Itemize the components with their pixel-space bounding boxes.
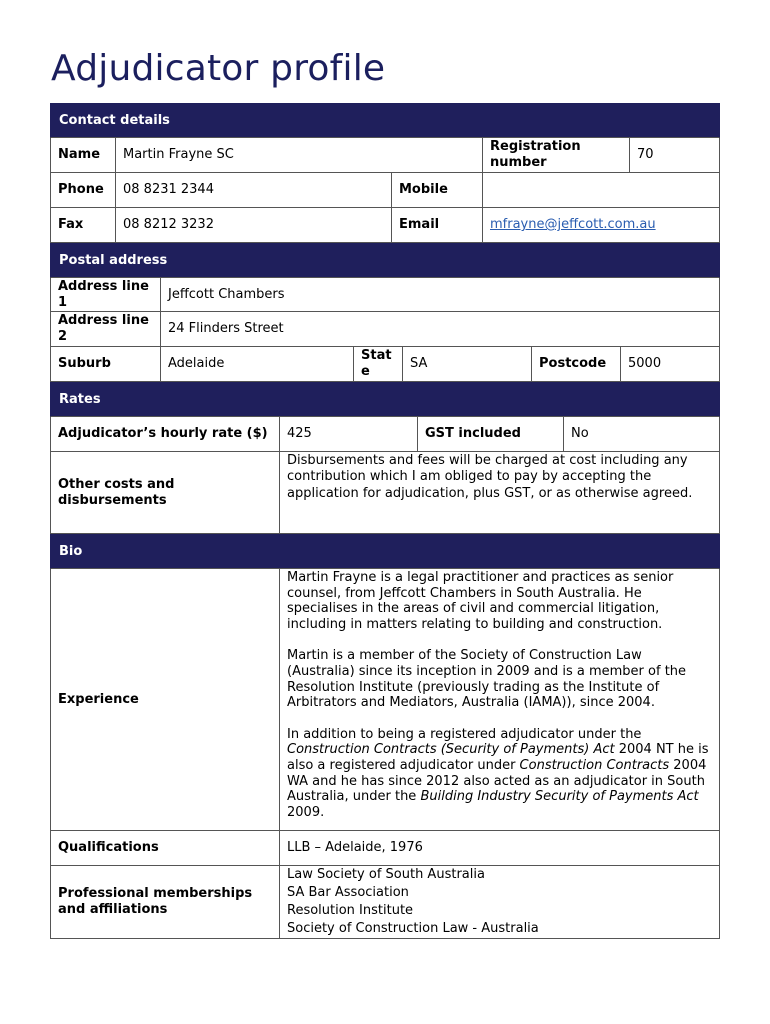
memberships-value (280, 866, 719, 938)
suburb-label: Suburb (51, 347, 161, 381)
qualifications-label: Qualifications (51, 831, 280, 865)
qualifications-value: LLB – Adelaide, 1976 (287, 840, 423, 855)
section-title: Bio (59, 543, 83, 559)
memberships-label: Professional memberships and affiliations (51, 866, 280, 938)
hourly-rate-label: Adjudicator’s hourly rate ($) (51, 417, 280, 451)
section-title: Contact details (59, 112, 170, 128)
table-row (50, 278, 720, 312)
membership-item: SA Bar Association (287, 885, 409, 900)
registration-value: 70 (637, 147, 654, 162)
state-value: SA (403, 347, 532, 381)
membership-item: Resolution Institute (287, 903, 414, 918)
table-row (50, 173, 720, 208)
experience-label: Experience (51, 569, 280, 830)
fax-label: Fax (51, 208, 116, 242)
table-row (50, 312, 720, 347)
address-line-1-label: Address line 1 (51, 278, 161, 311)
name-label: Name (51, 138, 116, 172)
email-link[interactable]: mfrayne@jeffcott.com.au (490, 217, 656, 232)
page-title: Adjudicator profile (51, 48, 386, 89)
section-title: Postal address (59, 252, 168, 268)
postcode-value: 5000 (628, 356, 662, 371)
experience-paragraph: In addition to being a registered adjudicator under the Construction Contracts (Security of Payments) Act 2004 NT he is also a registered adjudicator under Construction Contracts 2004 WA and he has since 2012 also acted as an adjudicator in South Australia, under the Building Industry Security of Payments Act 2009. (287, 726, 709, 820)
suburb-value: Adelaide (161, 347, 354, 381)
email-label: Email (392, 208, 483, 242)
phone-label: Phone (51, 173, 116, 207)
section-header-contact (50, 103, 720, 138)
address-line-1-value: Jeffcott Chambers (168, 286, 285, 302)
state-label: State (354, 347, 403, 381)
gst-label: GST included (418, 417, 564, 451)
membership-item: Law Society of South Australia (287, 867, 485, 882)
address-line-2-label: Address line 2 (51, 312, 161, 346)
email-cell (483, 208, 719, 242)
other-costs-line: contribution which I am obliged to pay by accepting the (287, 469, 652, 485)
fax-value: 08 8212 3232 (116, 208, 392, 242)
address-line-2-value: 24 Flinders Street (168, 321, 284, 336)
gst-value: No (571, 426, 589, 441)
table-row (50, 417, 720, 452)
table-row (50, 866, 720, 939)
other-costs-line: Disbursements and fees will be charged at cost including any (287, 453, 688, 468)
phone-value: 08 8231 2344 (116, 173, 392, 207)
experience-paragraph: Martin is a member of the Society of Construction Law (Australia) since its inception in 2009 and is a member of the Resolution Institute (previously trading as the Institute of Arbitrators and Mediators, Australia (IAMA)), since 2004. (287, 648, 687, 711)
table-row (50, 569, 720, 831)
other-costs-line: application for adjudication, plus GST, or as otherwise agreed. (287, 485, 693, 501)
hourly-rate-value: 425 (280, 417, 418, 451)
other-costs-label: Other costs and disbursements (51, 452, 280, 533)
membership-item: Society of Construction Law - Australia (287, 921, 539, 936)
section-header-postal (50, 243, 720, 278)
profile-table (50, 103, 720, 939)
other-costs-value (280, 452, 719, 533)
registration-label: Registration number (483, 138, 630, 172)
experience-value (280, 569, 719, 830)
section-header-bio (50, 534, 720, 569)
name-value: Martin Frayne SC (116, 138, 483, 172)
table-row (50, 208, 720, 243)
experience-paragraph: Martin Frayne is a legal practitioner and practices as senior counsel, from Jeffcott Chambers in South Australia. He specialises in the areas of civil and commercial litigation, including in matters relating to building and construction. (287, 570, 674, 632)
table-row (50, 831, 720, 866)
table-row (50, 138, 720, 173)
postcode-label: Postcode (532, 347, 621, 381)
mobile-label: Mobile (392, 173, 483, 207)
section-title: Rates (59, 391, 101, 407)
table-row (50, 452, 720, 534)
section-header-rates (50, 382, 720, 417)
table-row (50, 347, 720, 382)
mobile-value (483, 173, 719, 207)
